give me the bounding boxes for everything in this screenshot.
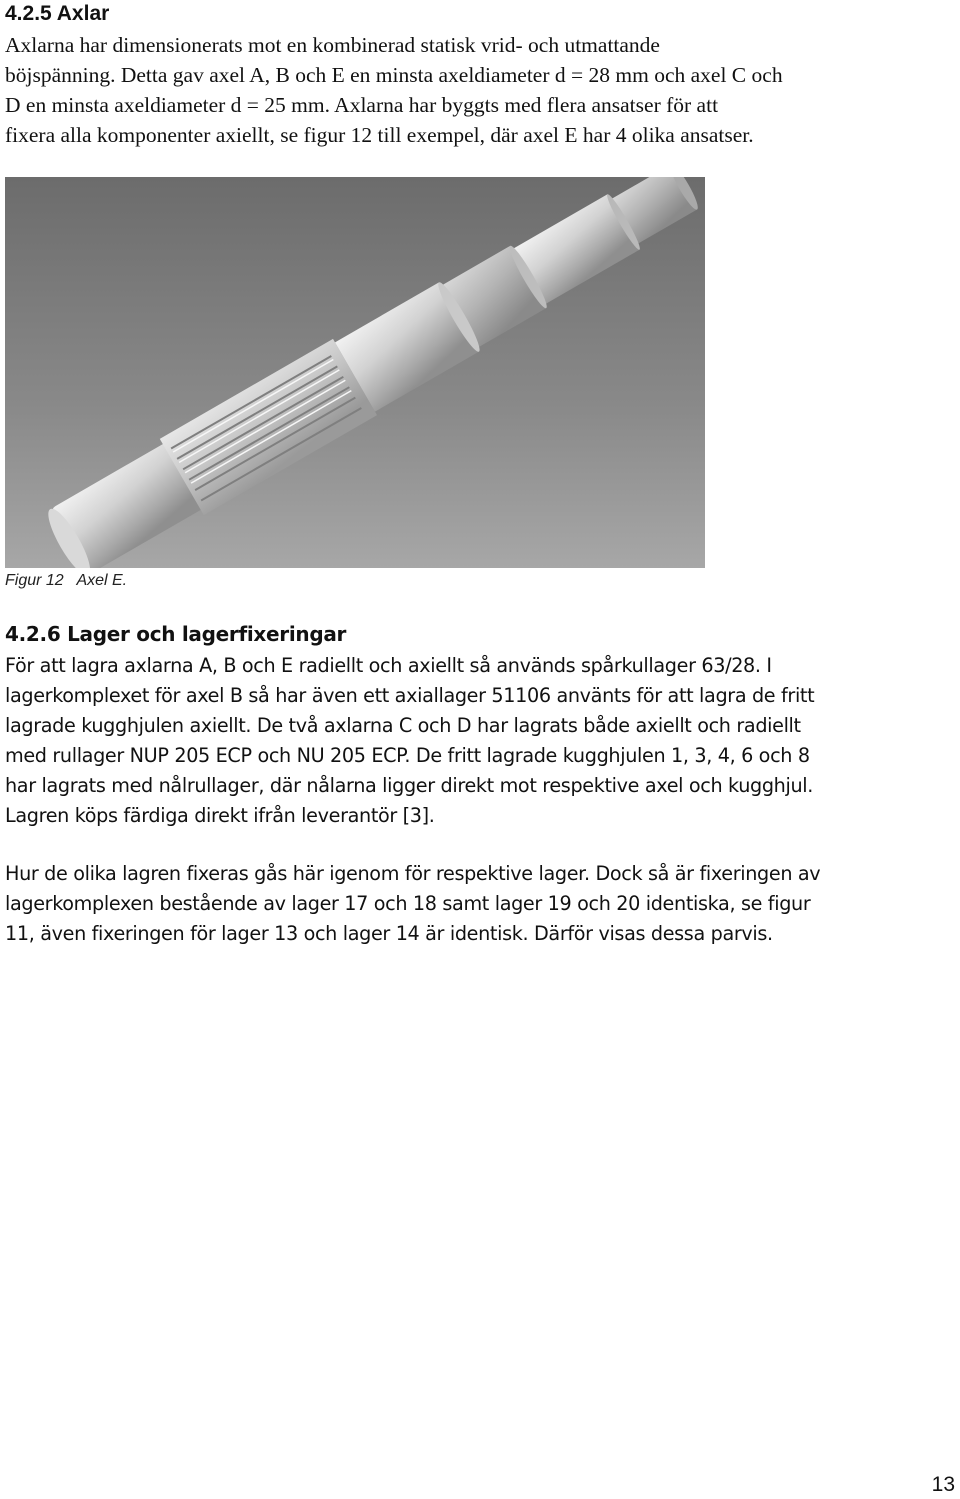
paragraph-line: lagerkomplexet för axel B så har även ett axiallager 51106 använts för att lagra de fritt	[5, 684, 815, 707]
lager-paragraph-2	[5, 859, 955, 949]
paragraph-line: lagrade kugghjulen axiellt. De två axlarna C och D har lagrats både axiellt och radiellt	[5, 714, 801, 737]
paragraph-line: 11, även fixeringen för lager 13 och lager 14 är identisk. Därför visas dessa parvis.	[5, 922, 773, 945]
paragraph-line: Hur de olika lagren fixeras gås här igenom för respektive lager. Dock så är fixeringen av	[5, 862, 821, 885]
paragraph-line: med rullager NUP 205 ECP och NU 205 ECP. De fritt lagrade kugghjulen 1, 3, 4, 6 och 8	[5, 744, 810, 767]
paragraph-line: För att lagra axlarna A, B och E radiellt och axiellt så används spårkullager 63/28. I	[5, 654, 772, 677]
paragraph-line: böjspänning. Detta gav axel A, B och E en minsta axeldiameter d = 28 mm och axel C och	[5, 63, 783, 87]
paragraph-line: D en minsta axeldiameter d = 25 mm. Axlarna har byggts med flera ansatser för att	[5, 93, 719, 117]
page-number: 13	[931, 1473, 955, 1496]
paragraph-line: lagerkomplexen bestående av lager 17 och 18 samt lager 19 och 20 identiska, se figur	[5, 892, 811, 915]
paragraph-line: Axlarna har dimensionerats mot en kombinerad statisk vrid- och utmattande	[5, 33, 660, 57]
axlar-paragraph	[5, 30, 955, 150]
section-heading-lager: 4.2.6 Lager och lagerfixeringar	[5, 622, 347, 646]
paragraph-line: fixera alla komponenter axiellt, se figur 12 till exempel, där axel E har 4 olika ansatser.	[5, 123, 754, 147]
figure-shaft-image	[5, 177, 705, 568]
paragraph-line: Lagren köps färdiga direkt ifrån leverantör [3].	[5, 804, 435, 827]
shaft-render	[5, 177, 705, 568]
lager-paragraph-1	[5, 651, 955, 831]
figure-caption: Figur 12 Axel E.	[5, 572, 128, 589]
section-heading-axlar: 4.2.5 Axlar	[5, 2, 110, 25]
paragraph-line: har lagrats med nålrullager, där nålarna ligger direkt mot respektive axel och kugghjul.	[5, 774, 813, 797]
